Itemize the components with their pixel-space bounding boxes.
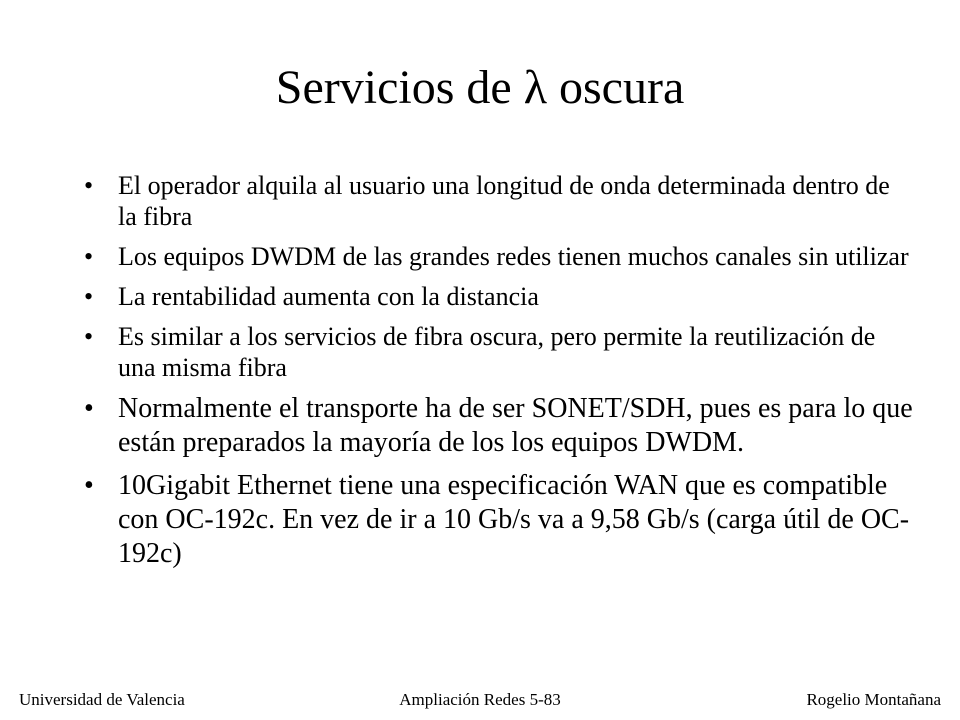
bullet-text: 10Gigabit Ethernet tiene una especificación WAN que es compatible con OC-192c. En vez de ir a 10 Gb/s va a 9,58 Gb/s (carga útil de OC-192c): [118, 470, 910, 569]
bullet-icon: •: [84, 171, 94, 200]
bullet-icon: •: [84, 470, 94, 501]
bullet-text: El operador alquila al usuario una longitud de onda determinada dentro de la fibra: [118, 171, 890, 231]
bullet-icon: •: [84, 242, 94, 271]
bullet-item: [84, 321, 914, 383]
footer-university: Universidad de Valencia: [19, 690, 185, 709]
slide-title: Servicios de λ oscura: [275, 61, 685, 114]
bullet-text: La rentabilidad aumenta con la distancia: [118, 282, 539, 311]
bullet-item: [84, 469, 914, 571]
bullet-text: Es similar a los servicios de fibra oscura, pero permite la reutilización de una misma fibra: [118, 322, 876, 382]
bullet-item: [84, 392, 914, 460]
bullet-item: [84, 241, 914, 272]
bullet-list: [84, 170, 914, 580]
bullet-icon: •: [84, 282, 94, 311]
bullet-text: Los equipos DWDM de las grandes redes tienen muchos canales sin utilizar: [118, 242, 909, 271]
bullet-item: [84, 281, 914, 312]
bullet-icon: •: [84, 322, 94, 351]
bullet-icon: •: [84, 393, 94, 424]
bullet-item: [84, 170, 914, 232]
footer-author: Rogelio Montañana: [806, 690, 941, 709]
bullet-text: Normalmente el transporte ha de ser SONET/SDH, pues es para lo que están preparados la mayoría de los los equipos DWDM.: [118, 393, 913, 458]
footer-course-page: Ampliación Redes 5-83: [399, 690, 561, 709]
